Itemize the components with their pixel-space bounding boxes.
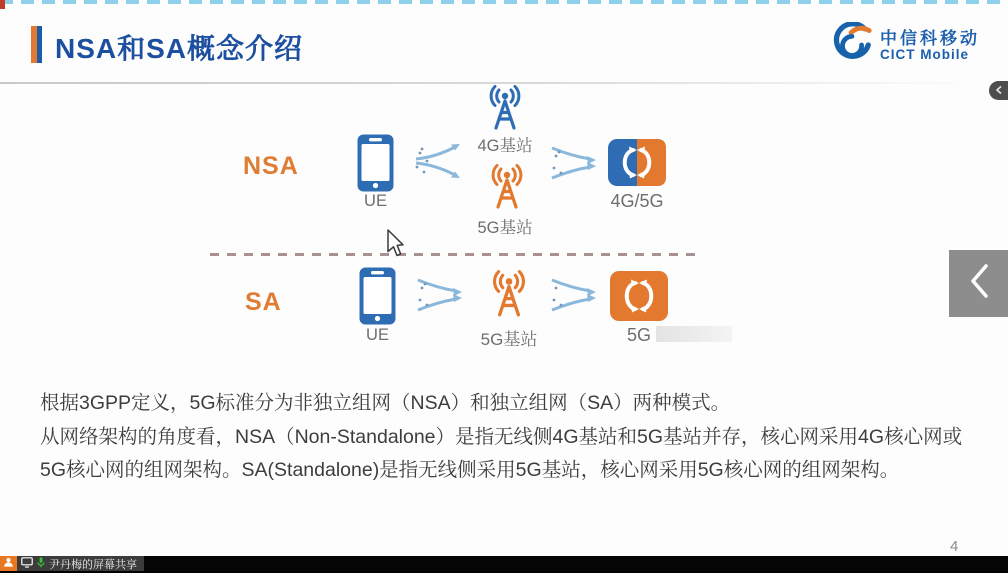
person-icon [3,555,14,573]
sa-core-label: 5G [626,325,651,345]
company-logo [830,22,980,71]
chevron-left-icon [995,82,1003,100]
highlight-smudge [656,326,732,342]
sa-bs-5g-label: 5G基站 [480,330,538,349]
row-divider [210,253,702,256]
logo-name-cn: 中信科移动 [880,29,980,49]
paragraph-line-1: 根据3GPP定义，5G标准分为非独立组网（NSA）和独立组网（SA）两种模式。 [40,392,731,414]
sa-arrows-2-icon [546,270,604,325]
taskbar [0,556,1008,571]
antenna-4g-icon [481,84,529,139]
nsa-row-label: NSA [243,152,299,180]
nsa-core-network-icon [608,139,666,191]
page-title: NSA和SA概念介绍 [55,33,304,64]
nsa-ue-label: UE [364,192,387,210]
chevron-left-icon [966,262,992,305]
nsa-ue-phone-icon [357,134,394,197]
sa-row-label: SA [245,288,282,316]
nsa-converge-arrows-icon [546,138,604,193]
mouse-cursor-icon [386,229,404,263]
sa-arrows-1-icon [412,270,470,325]
panel-nav-button[interactable] [949,250,1008,317]
sa-antenna-5g-icon [484,269,534,326]
share-label: 尹丹梅的屏幕共享 [49,558,137,571]
top-dashed-border [0,0,1008,4]
collapse-button[interactable] [989,81,1008,100]
bs-4g-label: 4G基站 [477,137,533,155]
sa-ue-label: UE [366,326,389,344]
logo-swirl-icon [830,22,874,71]
logo-name-en: CICT Mobile [880,47,969,63]
nsa-antenna-5g-icon [483,163,531,218]
nsa-diverge-arrows-icon [410,136,468,191]
microphone-icon [37,555,45,573]
monitor-icon [21,555,33,573]
sa-core-network-icon [610,271,668,326]
nsa-bs-5g-label: 5G基站 [477,219,533,237]
paragraph-line-3: 5G核心网的组网架构。SA(Standalone)是指无线侧采用5G基站，核心网采用5G核心网的组网架构。 [40,459,900,481]
taskbar-avatar-button[interactable] [0,556,17,571]
body-paragraph [40,387,985,488]
title-marker [31,26,42,63]
nsa-core-label: 4G/5G [610,191,664,211]
page-number: 4 [950,538,959,555]
screen-share-status-pill[interactable] [17,556,144,571]
sa-ue-phone-icon [359,267,396,330]
corner-mark [0,0,5,9]
title-marker-blue [37,26,42,63]
paragraph-line-2: 从网络架构的角度看，NSA（Non-Standalone）是指无线侧4G基站和5G基站并存，核心网采用4G核心网或 [40,425,963,448]
